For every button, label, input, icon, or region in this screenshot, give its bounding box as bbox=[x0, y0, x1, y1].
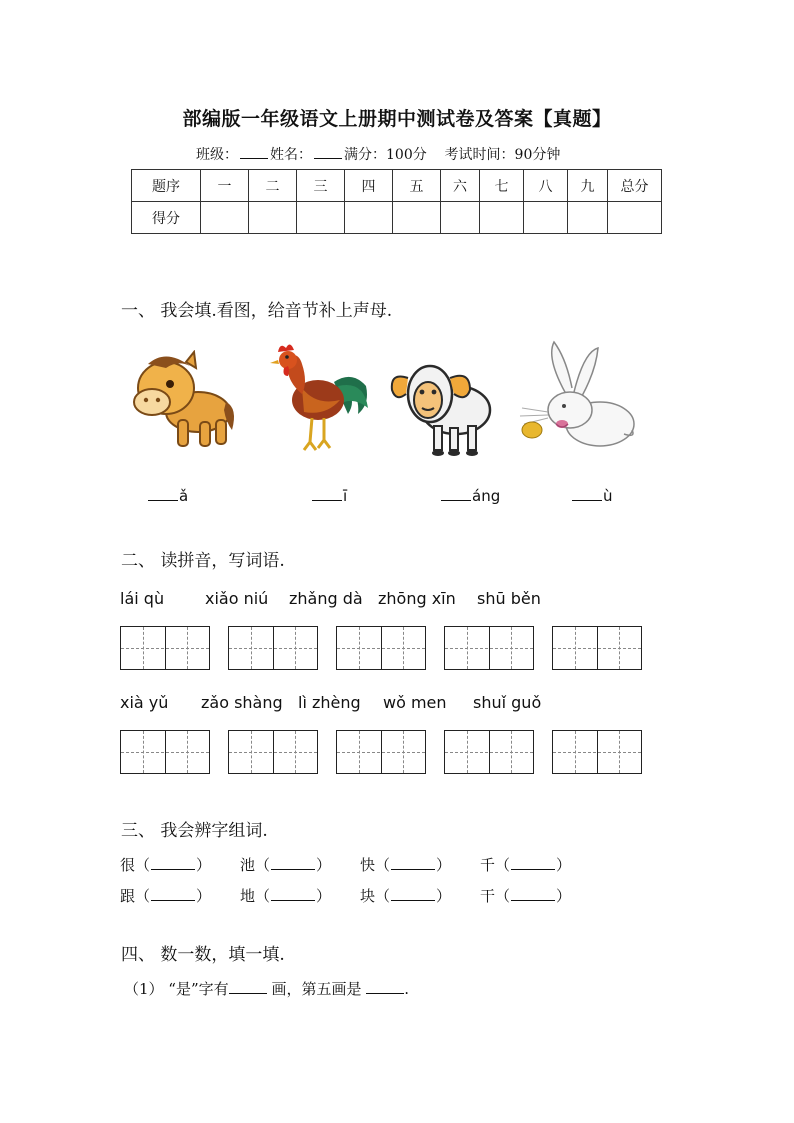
answer-blank[interactable] bbox=[511, 857, 555, 870]
char-label: 地 bbox=[240, 887, 256, 905]
score-cell[interactable] bbox=[480, 202, 524, 234]
question-4-1 bbox=[124, 978, 409, 999]
score-header-cell: 题序 bbox=[132, 170, 201, 202]
question-text: （1） “是”字有 bbox=[124, 980, 229, 998]
sheep-image bbox=[386, 350, 498, 460]
fill-initial-2 bbox=[312, 486, 347, 505]
score-header-cell: 六 bbox=[441, 170, 480, 202]
answer-blank[interactable] bbox=[391, 857, 435, 870]
score-header-cell: 一 bbox=[201, 170, 249, 202]
score-table-score-row bbox=[132, 202, 662, 234]
class-blank[interactable] bbox=[240, 146, 268, 159]
name-label: 姓名： bbox=[270, 147, 312, 163]
score-table bbox=[131, 169, 662, 234]
score-header-cell: 二 bbox=[249, 170, 297, 202]
pinyin-word: zǎo shàng bbox=[201, 693, 283, 712]
final-text: áng bbox=[472, 487, 501, 505]
question-text: 画，第五画是 bbox=[271, 980, 362, 998]
char-compose-row: 池（ ） bbox=[240, 856, 332, 874]
char-label: 很 bbox=[120, 856, 136, 874]
writing-grid[interactable] bbox=[552, 626, 642, 670]
pinyin-word: lái qù bbox=[120, 589, 165, 608]
final-text: ǎ bbox=[179, 487, 189, 505]
answer-blank[interactable] bbox=[229, 981, 267, 994]
score-cell[interactable] bbox=[608, 202, 662, 234]
fill-initial-4 bbox=[572, 486, 613, 505]
char-compose-row: 千（ ） bbox=[480, 856, 572, 874]
score-cell[interactable] bbox=[297, 202, 345, 234]
char-compose-row: 快（ ） bbox=[360, 856, 452, 874]
answer-blank[interactable] bbox=[366, 981, 404, 994]
fill-initial-1 bbox=[148, 486, 188, 505]
score-cell[interactable] bbox=[441, 202, 480, 234]
char-label: 快 bbox=[360, 856, 376, 874]
char-label: 池 bbox=[240, 856, 256, 874]
char-label: 千 bbox=[480, 856, 496, 874]
score-row-label: 得分 bbox=[132, 202, 201, 234]
score-table-header-row bbox=[132, 170, 662, 202]
answer-blank[interactable] bbox=[271, 888, 315, 901]
pinyin-word: shū běn bbox=[477, 589, 541, 608]
char-label: 干 bbox=[480, 887, 496, 905]
answer-blank[interactable] bbox=[511, 888, 555, 901]
score-cell[interactable] bbox=[524, 202, 568, 234]
final-text: ù bbox=[603, 487, 613, 505]
pinyin-word: xiǎo niú bbox=[205, 589, 269, 608]
name-blank[interactable] bbox=[314, 146, 342, 159]
char-compose-row: 块（ ） bbox=[360, 887, 452, 905]
score-cell[interactable] bbox=[249, 202, 297, 234]
writing-grid[interactable] bbox=[120, 730, 210, 774]
char-label: 跟 bbox=[120, 887, 136, 905]
section4-heading: 四、 数一数，填一填. bbox=[121, 945, 285, 965]
section1-heading: 一、 我会填.看图，给音节补上声母. bbox=[121, 301, 393, 321]
answer-blank[interactable] bbox=[151, 888, 195, 901]
section2-heading: 二、 读拼音，写词语. bbox=[121, 551, 285, 571]
pinyin-word: zhǎng dà bbox=[289, 589, 363, 608]
rabbit-image bbox=[512, 338, 642, 450]
char-label: 块 bbox=[360, 887, 376, 905]
score-cell[interactable] bbox=[345, 202, 393, 234]
writing-grid[interactable] bbox=[336, 626, 426, 670]
score-header-cell: 四 bbox=[345, 170, 393, 202]
writing-grid[interactable] bbox=[336, 730, 426, 774]
section3-heading: 三、 我会辨字组词. bbox=[121, 821, 268, 841]
answer-blank[interactable] bbox=[441, 486, 471, 501]
score-header-cell: 总分 bbox=[608, 170, 662, 202]
exam-meta bbox=[196, 144, 560, 164]
answer-blank[interactable] bbox=[271, 857, 315, 870]
pinyin-word: xià yǔ bbox=[120, 693, 169, 712]
char-compose-row: 很（ ） bbox=[120, 856, 212, 874]
score-cell[interactable] bbox=[393, 202, 441, 234]
full-score: 满分：100分 bbox=[344, 147, 427, 163]
question-text: . bbox=[404, 980, 410, 998]
char-compose-row: 干（ ） bbox=[480, 887, 572, 905]
pinyin-word: lì zhèng bbox=[298, 693, 361, 712]
page-title: 部编版一年级语文上册期中测试卷及答案【真题】 bbox=[182, 108, 612, 130]
rooster-image bbox=[268, 342, 372, 458]
writing-grid[interactable] bbox=[444, 626, 534, 670]
writing-grid[interactable] bbox=[552, 730, 642, 774]
writing-grid[interactable] bbox=[444, 730, 534, 774]
final-text: ī bbox=[343, 487, 348, 505]
pinyin-word: zhōng xīn bbox=[378, 589, 456, 608]
pinyin-word: wǒ men bbox=[383, 693, 447, 712]
answer-blank[interactable] bbox=[148, 486, 178, 501]
score-header-cell: 九 bbox=[568, 170, 608, 202]
answer-blank[interactable] bbox=[151, 857, 195, 870]
writing-grid[interactable] bbox=[228, 730, 318, 774]
pinyin-word: shuǐ guǒ bbox=[473, 693, 542, 712]
char-compose-row: 跟（ ） bbox=[120, 887, 212, 905]
score-cell[interactable] bbox=[201, 202, 249, 234]
score-cell[interactable] bbox=[568, 202, 608, 234]
exam-time: 考试时间：90分钟 bbox=[444, 147, 561, 163]
writing-grid[interactable] bbox=[120, 626, 210, 670]
writing-grid[interactable] bbox=[228, 626, 318, 670]
class-label: 班级： bbox=[196, 147, 238, 163]
score-header-cell: 三 bbox=[297, 170, 345, 202]
score-header-cell: 八 bbox=[524, 170, 568, 202]
answer-blank[interactable] bbox=[572, 486, 602, 501]
fill-initial-3 bbox=[441, 486, 500, 505]
horse-image bbox=[126, 350, 238, 452]
score-header-cell: 七 bbox=[480, 170, 524, 202]
char-compose-row: 地（ ） bbox=[240, 887, 332, 905]
answer-blank[interactable] bbox=[391, 888, 435, 901]
score-header-cell: 五 bbox=[393, 170, 441, 202]
answer-blank[interactable] bbox=[312, 486, 342, 501]
